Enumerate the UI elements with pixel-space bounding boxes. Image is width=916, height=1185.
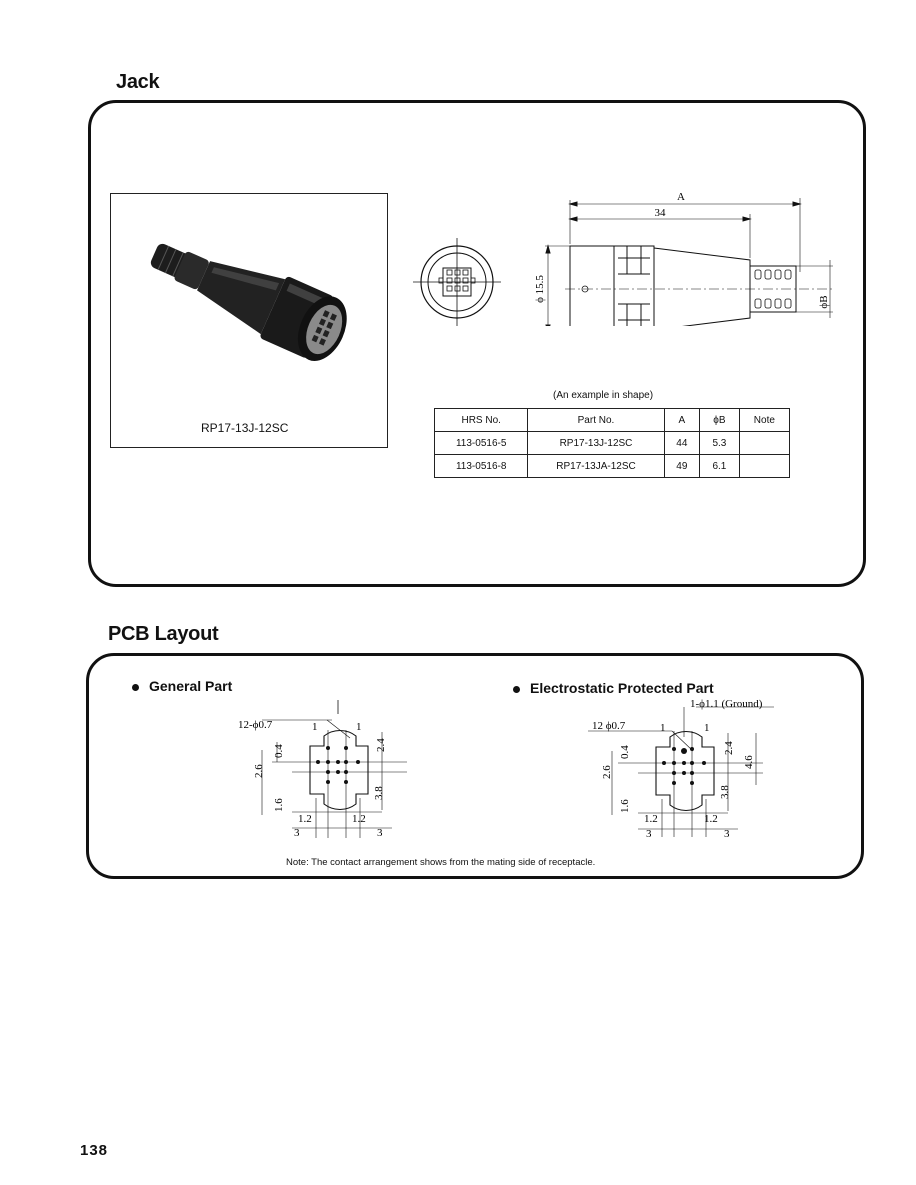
dim-34-label: 34 [654,207,666,219]
esd-part-text: Electrostatic Protected Part [530,680,714,696]
table-cell-note [739,455,789,478]
esd-pcb-diagram [588,695,808,840]
connector-photo [111,194,387,394]
dim-4-6: 4.6 [743,755,755,769]
dim-2-4: 2.4 [723,741,735,755]
jack-section-title: Jack [116,71,160,93]
table-cell-hrs: 113-0516-8 [435,455,528,478]
spec-table [434,408,790,478]
dim-holes: 12 ϕ0.7 [592,720,626,732]
table-header-row [435,409,790,432]
table-header-a: A [664,409,700,432]
table-cell-note [739,432,789,455]
dim-a-label: A [677,191,685,203]
dim-1-6: 1.6 [273,798,285,812]
table-row [435,455,790,478]
dim-3b: 3 [377,827,383,839]
general-part-label [132,678,232,694]
shape-caption: (An example in shape) [553,390,654,401]
dim-1b: 1 [356,721,362,733]
dim-dia-label: ϕ 15.5 [534,275,546,303]
dim-b-label: ϕB [818,295,830,309]
table-header-b: ϕB [700,409,740,432]
table-row [435,432,790,455]
table-cell-hrs: 113-0516-5 [435,432,528,455]
table-header-hrs: HRS No. [435,409,528,432]
dim-1a: 1 [312,721,318,733]
dim-3-8: 3.8 [373,786,385,800]
dim-3a: 3 [646,828,652,840]
bullet-icon [132,684,139,691]
table-cell-b: 5.3 [700,432,740,455]
dim-1-2a: 1.2 [298,813,312,825]
dim-3-8: 3.8 [719,785,731,799]
dim-1a: 1 [660,722,666,734]
jack-drawing [405,186,845,326]
dim-2-6: 2.6 [601,765,613,779]
pcb-section-title: PCB Layout [108,623,219,645]
side-view-diagram [545,198,835,326]
dim-ground: 1-ϕ1.1 (Ground) [690,698,763,710]
pcb-note: Note: The contact arrangement shows from the mating side of receptacle. [286,857,596,868]
general-part-text: General Part [149,678,233,694]
table-header-note: Note [739,409,789,432]
dim-1-2b: 1.2 [704,813,718,825]
dim-2-6: 2.6 [253,764,265,778]
general-pcb-diagram [232,700,432,840]
table-cell-b: 6.1 [700,455,740,478]
table-cell-part: RP17-13JA-12SC [528,455,664,478]
esd-part-label [513,680,714,696]
dim-1-2b: 1.2 [352,813,366,825]
dim-0-4: 0.4 [273,744,285,758]
dim-1b: 1 [704,722,710,734]
table-cell-a: 49 [664,455,700,478]
page-number: 138 [80,1142,109,1159]
table-cell-a: 44 [664,432,700,455]
front-view-diagram [413,238,501,326]
table-cell-part: RP17-13J-12SC [528,432,664,455]
bullet-icon [513,686,520,693]
dim-0-4: 0.4 [619,745,631,759]
dim-1-6: 1.6 [619,799,631,813]
dim-holes: 12-ϕ0.7 [238,719,273,731]
photo-caption: RP17-13J-12SC [201,421,289,435]
dim-2-4: 2.4 [375,738,387,752]
dim-1-2a: 1.2 [644,813,658,825]
dim-3a: 3 [294,827,300,839]
dim-3b: 3 [724,828,730,840]
connector-photo-box [110,193,388,448]
table-header-part: Part No. [528,409,664,432]
